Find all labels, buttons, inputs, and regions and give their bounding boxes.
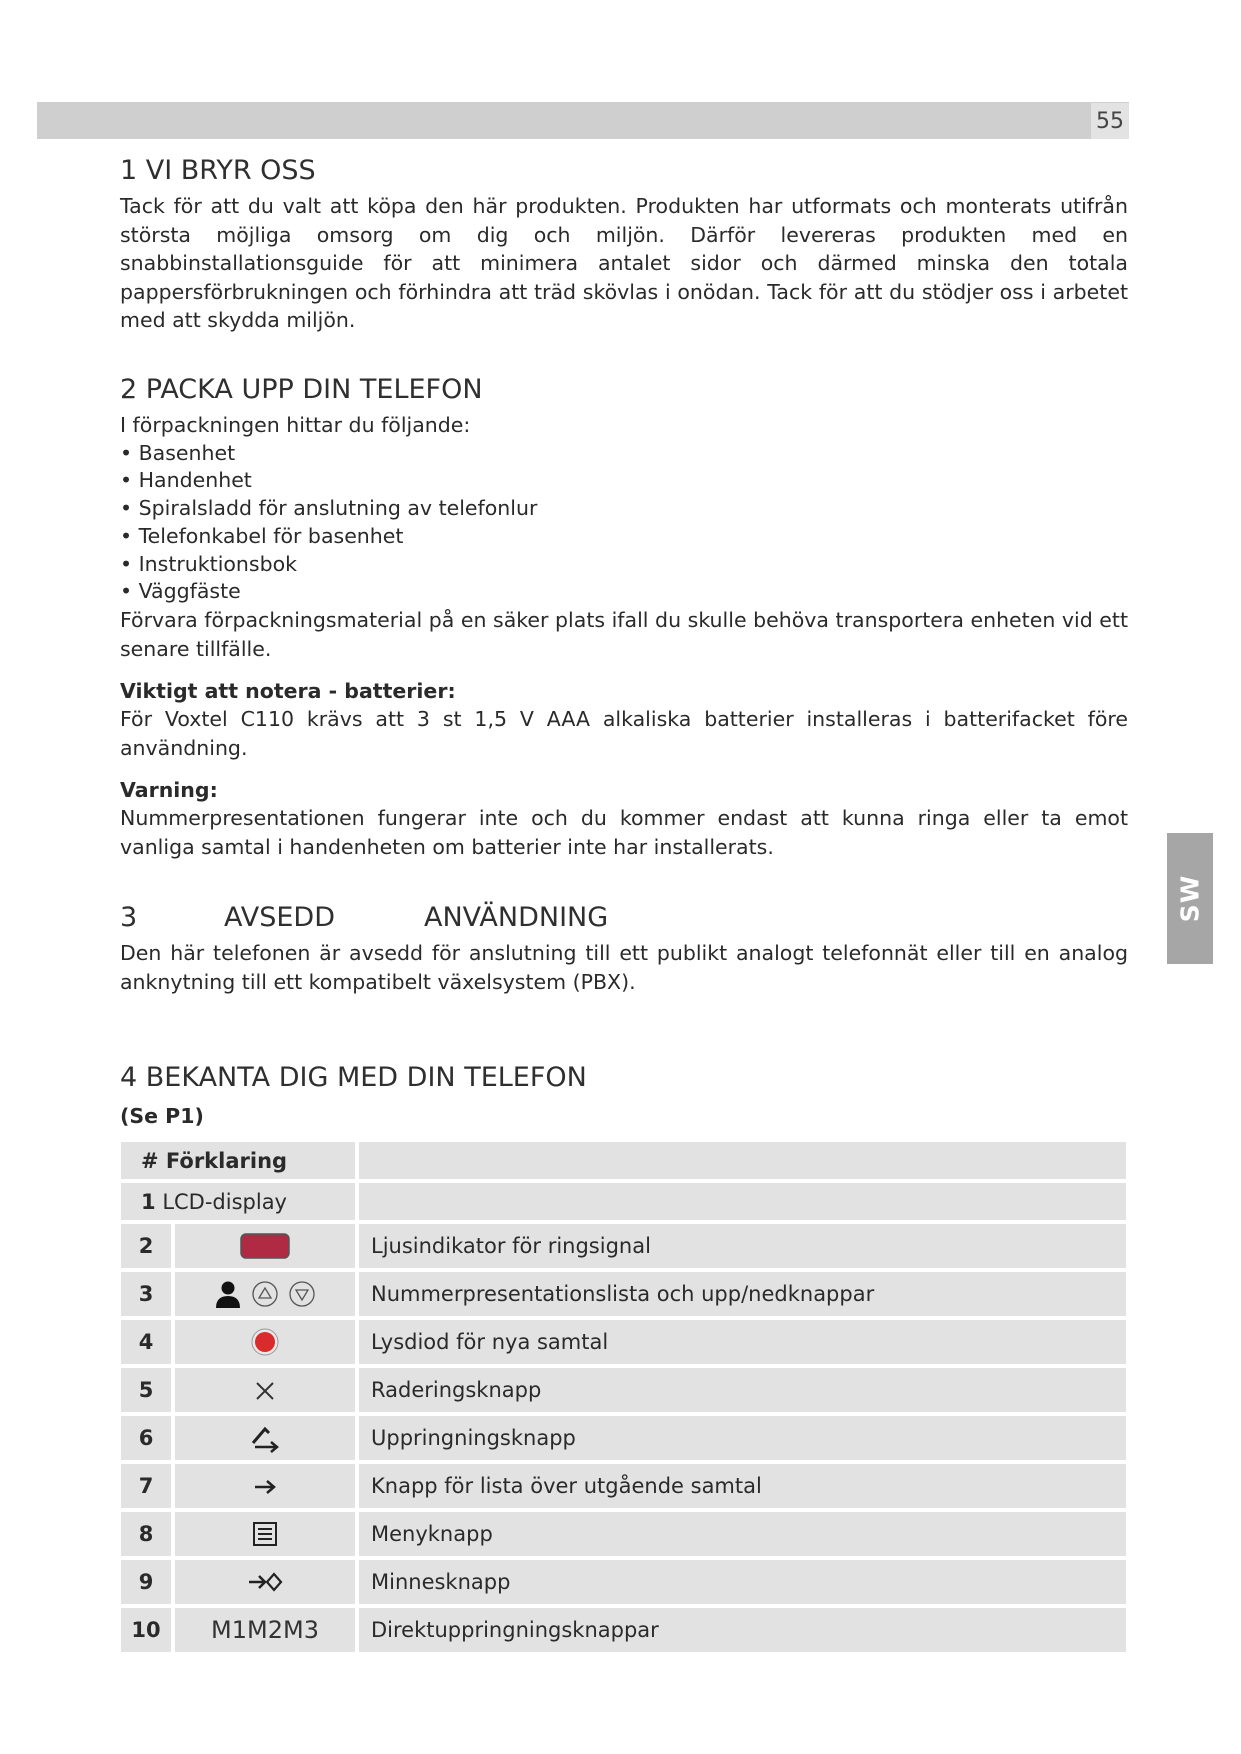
row-description: Minnesknapp — [359, 1560, 1126, 1604]
person-icon — [213, 1279, 243, 1309]
section-3-word1: AVSEDD — [224, 902, 335, 933]
section-packa-upp — [120, 369, 1128, 861]
row-description: Menyknapp — [359, 1512, 1126, 1556]
table-header: # Förklaring — [121, 1142, 359, 1179]
delete-x-icon — [253, 1379, 277, 1403]
menu-list-icon — [251, 1520, 279, 1548]
table-row — [121, 1183, 1126, 1220]
red-bar-icon — [240, 1233, 290, 1259]
warning-text: Nummerpresentationen fungerar inte och du kommer endast att kunna ringa eller ta emot vanliga samtal i handenheten om batterier inte har installerats. — [120, 806, 1128, 859]
list-item: • Väggfäste — [120, 578, 1128, 606]
key-legend-table — [121, 1138, 1126, 1656]
header-bar — [37, 102, 1129, 139]
table-row — [121, 1416, 1126, 1460]
row-description: Ljusindikator för ringsignal — [359, 1224, 1126, 1268]
list-item: • Handenhet — [120, 467, 1128, 495]
row-number: 3 — [121, 1272, 175, 1316]
m1-m2-m3-keys: M1M2M3 — [175, 1608, 359, 1652]
lcd-cell — [121, 1183, 359, 1220]
section-1-title: 1 VI BRYR OSS — [120, 155, 316, 186]
list-item: • Basenhet — [120, 440, 1128, 468]
warning-label: Varning: — [120, 778, 218, 803]
row-number: 8 — [121, 1512, 175, 1556]
section-2-title: 2 PACKA UPP DIN TELEFON — [120, 374, 483, 405]
row-description: Lysdiod för nya samtal — [359, 1320, 1126, 1364]
table-row — [121, 1368, 1126, 1412]
row-description: Knapp för lista över utgående samtal — [359, 1464, 1126, 1508]
table-row — [121, 1608, 1126, 1652]
row-number: 9 — [121, 1560, 175, 1604]
section-1-body: Tack för att du valt att köpa den här produkten. Produkten har utformats och monterats utifrån största möjliga omsorg om dig och miljön. Därför levereras produkten med en snabbinstallationsguide för att minimera antalet sidor och därmed minska den totala pappersförbrukningen och förhindra att träd skövlas i onödan. Tack för att du stödjer oss i arbetet med att skydda miljön. — [120, 194, 1128, 332]
row-description: Uppringningsknapp — [359, 1416, 1126, 1460]
right-arrow-icon — [252, 1477, 278, 1497]
row-description: Nummerpresentationslista och upp/nedknappar — [359, 1272, 1126, 1316]
table-row — [121, 1272, 1126, 1316]
table-header-empty — [359, 1142, 1126, 1179]
row-number: 2 — [121, 1224, 175, 1268]
lcd-empty — [359, 1183, 1126, 1220]
battery-text: För Voxtel C110 krävs att 3 st 1,5 V AAA alkaliska batterier installeras i batterifacket före användning. — [120, 707, 1128, 760]
row-number: 5 — [121, 1368, 175, 1412]
down-arrow-button-icon — [287, 1279, 317, 1309]
table-row — [121, 1560, 1126, 1604]
table-row — [121, 1320, 1126, 1364]
list-item: • Spiralsladd för anslutning av telefonlur — [120, 495, 1128, 523]
table-header-row — [121, 1142, 1126, 1179]
storage-note: Förvara förpackningsmaterial på en säker plats ifall du skulle behöva transportera enheten vid ett senare tillfälle. — [120, 608, 1128, 661]
dial-arrow-icon — [249, 1423, 281, 1453]
lcd-label: LCD-display — [162, 1189, 287, 1214]
section-avsedd-anvandning — [120, 897, 1128, 996]
section-bekanta-dig — [120, 1057, 1128, 1133]
page-number: 55 — [1091, 103, 1129, 139]
section-4-subtitle: (Se P1) — [120, 1104, 204, 1128]
row-description: Direktuppringningsknappar — [359, 1608, 1126, 1652]
red-led-icon — [250, 1327, 280, 1357]
row-number: 10 — [121, 1608, 175, 1652]
row-description: Raderingsknapp — [359, 1368, 1126, 1412]
list-item: • Instruktionsbok — [120, 551, 1128, 579]
row-number: 4 — [121, 1320, 175, 1364]
section-2-intro: I förpackningen hittar du följande: — [120, 413, 471, 437]
section-3-word2: ANVÄNDNING — [424, 902, 609, 933]
row-number: 7 — [121, 1464, 175, 1508]
row-number: 1 — [141, 1189, 156, 1214]
package-contents-list — [120, 440, 1128, 607]
table-row — [121, 1512, 1126, 1556]
list-item: • Telefonkabel för basenhet — [120, 523, 1128, 551]
section-3-number: 3 — [120, 902, 138, 933]
battery-label: Viktigt att notera - batterier: — [120, 679, 456, 704]
section-3-body: Den här telefonen är avsedd för anslutning till ett publikt analogt telefonnät eller till en analog anknytning till ett kompatibelt växelsystem (PBX). — [120, 941, 1128, 994]
up-arrow-button-icon — [250, 1279, 280, 1309]
section-3-title — [120, 897, 1128, 939]
row-number: 6 — [121, 1416, 175, 1460]
language-tab — [1167, 833, 1213, 964]
language-tab-label: SW — [1175, 874, 1205, 923]
table-row — [121, 1224, 1126, 1268]
section-vi-bryr-oss — [120, 150, 1128, 335]
section-4-title: 4 BEKANTA DIG MED DIN TELEFON — [120, 1062, 587, 1093]
memory-arrow-icon — [247, 1569, 283, 1595]
table-row — [121, 1464, 1126, 1508]
